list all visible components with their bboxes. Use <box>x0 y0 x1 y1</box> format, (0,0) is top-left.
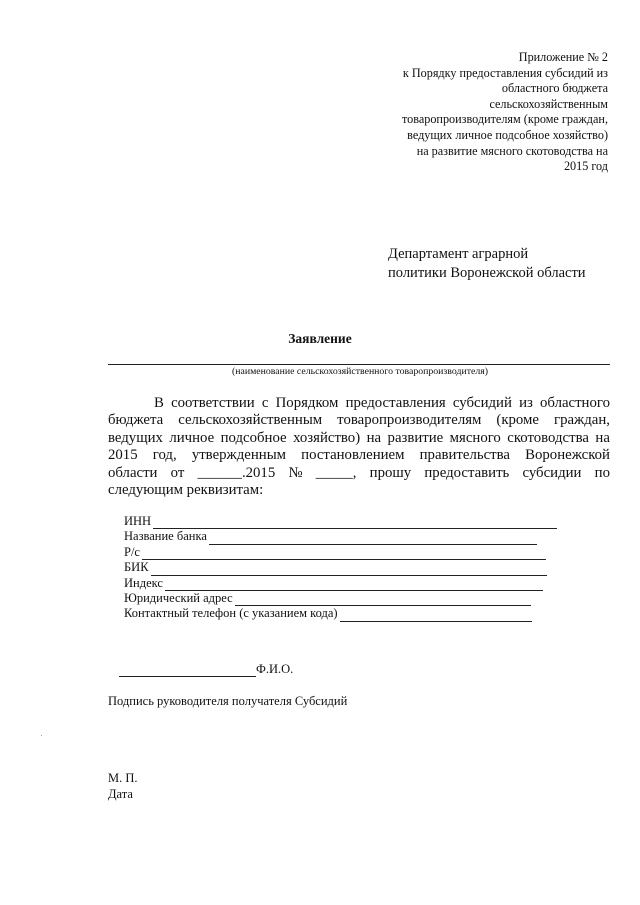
field-label-account: Р/с <box>124 544 140 559</box>
scan-speck <box>41 735 42 736</box>
body-line <box>108 395 610 412</box>
body-word: _____, <box>315 464 357 481</box>
body-word: 2015 <box>108 447 138 464</box>
field-index <box>124 576 557 591</box>
body-word: (кроме <box>496 412 539 429</box>
body-word: скотоводства <box>507 429 589 446</box>
field-phone-input[interactable] <box>340 610 532 622</box>
body-word: на <box>595 429 610 446</box>
body-word: соответствии <box>171 395 255 411</box>
body-word: с <box>261 395 269 411</box>
appendix-line: областного бюджета <box>501 81 608 96</box>
body-word: от <box>170 464 185 481</box>
field-label-phone: Контактный телефон (с указанием кода) <box>124 606 338 621</box>
document-title: Заявление <box>288 331 352 346</box>
appendix-line: Приложение № 2 <box>518 50 608 64</box>
body-word: из <box>519 395 533 411</box>
body-word: развитие <box>387 429 444 446</box>
field-label-address: Юридический адрес <box>124 590 233 605</box>
body-line: следующим реквизитам: <box>108 482 264 499</box>
body-word: граждан, <box>554 412 610 429</box>
field-bik-input[interactable] <box>151 564 547 576</box>
body-word: области <box>108 464 158 481</box>
field-account-input[interactable] <box>142 548 546 560</box>
requisites-form <box>124 514 557 622</box>
field-label-inn: ИНН <box>124 513 152 528</box>
date-label: Дата <box>108 787 133 801</box>
signature-caption: Подпись руководителя получателя Субсидий <box>108 694 348 708</box>
body-word: на <box>366 429 382 446</box>
body-word: ведущих <box>108 429 163 446</box>
appendix-header <box>348 50 608 175</box>
body-word: Порядком <box>275 395 339 411</box>
field-bik <box>124 560 557 575</box>
body-word: сельскохозяйственным <box>178 412 323 429</box>
field-label-bank: Название банка <box>124 529 207 544</box>
body-line <box>108 430 610 447</box>
appendix-line: к Порядку предоставления субсидий из <box>402 65 608 80</box>
field-label-index: Индекс <box>124 575 163 590</box>
body-word: субсидий <box>452 395 512 411</box>
body-line <box>108 447 610 464</box>
body-word: личное <box>169 429 215 446</box>
body-word: товаропроизводителям <box>337 412 482 429</box>
body-word: бюджета <box>108 412 164 429</box>
applicant-name-caption: (наименование сельскохозяйственного товаропроизводителя) <box>232 366 488 377</box>
body-word: областного <box>540 395 610 411</box>
recipient-line: политики Воронежской области <box>388 265 586 281</box>
fio-block <box>119 662 293 677</box>
appendix-line: товаропроизводителям (кроме граждан, <box>401 112 608 127</box>
body-word: предоставления <box>345 395 446 411</box>
stamp-block <box>108 770 138 802</box>
field-index-input[interactable] <box>165 579 543 591</box>
appendix-line: 2015 год <box>563 159 608 174</box>
body-word: подсобное <box>220 429 287 446</box>
body-word: по <box>594 464 610 481</box>
appendix-line: сельскохозяйственным <box>489 96 608 111</box>
body-word: В <box>154 395 164 411</box>
stamp-label: М. П. <box>108 771 138 785</box>
recipient-block <box>388 245 586 283</box>
body-word: предоставить <box>424 464 510 481</box>
application-body <box>108 395 610 499</box>
body-line <box>108 412 610 429</box>
body-word: хозяйство) <box>293 429 361 446</box>
appendix-line: ведущих личное подсобное хозяйство) <box>407 127 608 142</box>
body-word: Воронежской <box>525 447 610 464</box>
body-word: мясного <box>449 429 501 446</box>
body-line <box>108 465 610 482</box>
field-bank <box>124 529 557 544</box>
applicant-name-line <box>108 364 610 365</box>
field-address <box>124 591 557 606</box>
recipient-line: Департамент аграрной <box>388 246 529 262</box>
body-word: правительства <box>419 447 510 464</box>
fio-signature-line[interactable] <box>119 664 256 677</box>
field-inn <box>124 514 557 529</box>
body-word: год, <box>152 447 177 464</box>
fio-label: Ф.И.О. <box>256 662 294 676</box>
field-bank-input[interactable] <box>209 533 537 545</box>
body-word: субсидии <box>522 464 582 481</box>
field-inn-input[interactable] <box>153 517 557 529</box>
body-word: № <box>288 464 303 481</box>
field-address-input[interactable] <box>235 594 531 606</box>
field-phone <box>124 606 557 621</box>
body-word: ______.2015 <box>197 464 276 481</box>
appendix-line: на развитие мясного скотоводства на <box>416 143 608 158</box>
body-word: утвержденным <box>191 447 287 464</box>
field-account <box>124 545 557 560</box>
body-word: постановлением <box>301 447 405 464</box>
field-label-bik: БИК <box>124 560 149 575</box>
body-word: прошу <box>369 464 412 481</box>
